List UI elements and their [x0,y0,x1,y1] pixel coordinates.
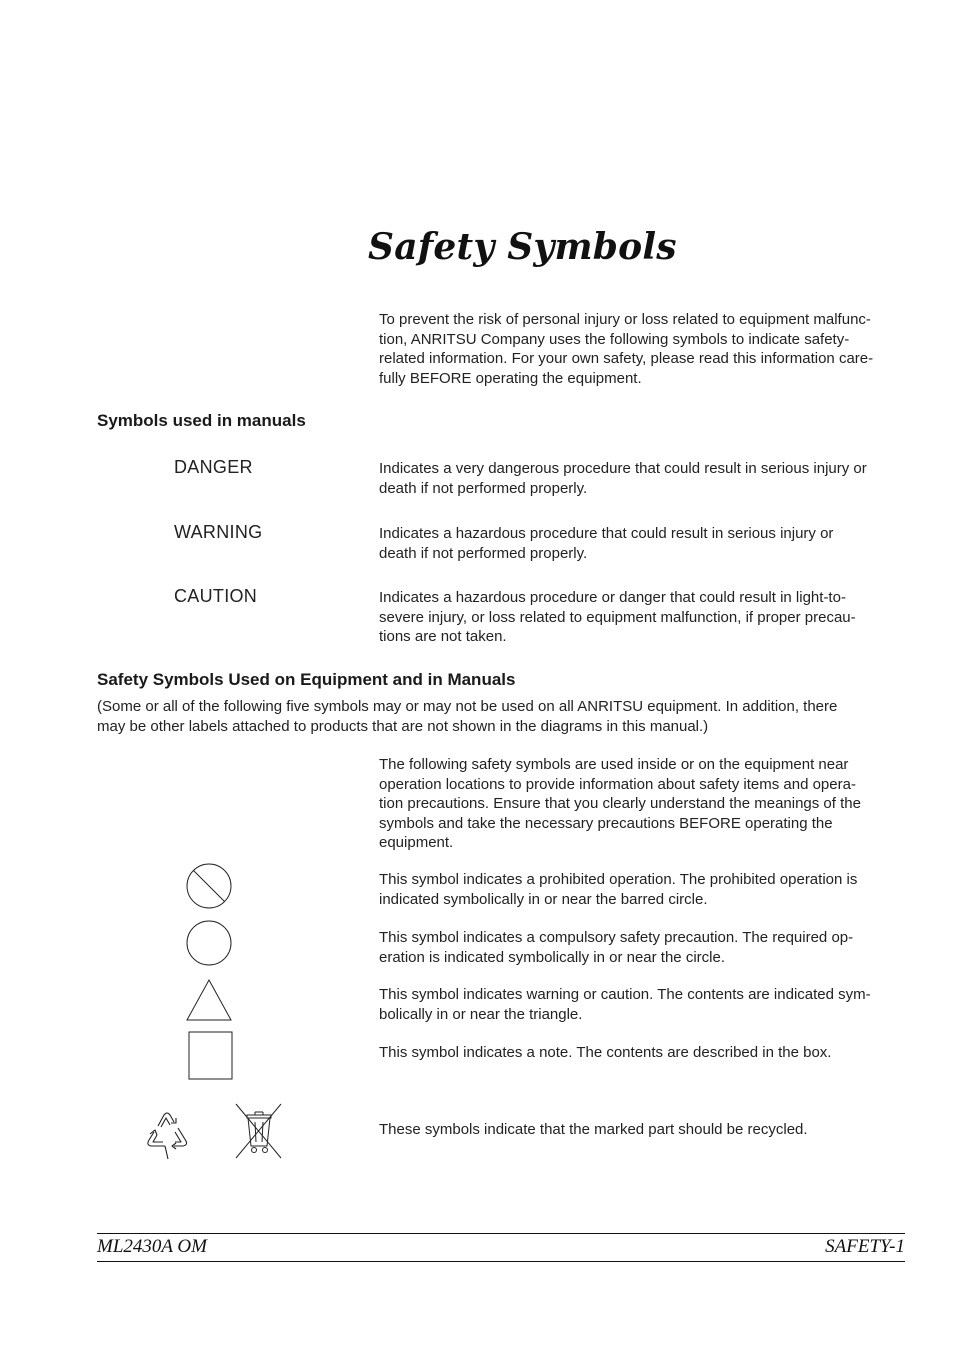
section-heading-equipment-symbols: Safety Symbols Used on Equipment and in Manuals [97,670,516,689]
section-heading-symbols-in-manuals: Symbols used in manuals [97,411,306,430]
label-caution: CAUTION [174,586,258,606]
description-line: This symbol indicates a compulsory safety precaution. The required op- [379,929,854,946]
intro-line: equipment. [379,834,454,851]
description-line: Indicates a very dangerous procedure that could result in serious injury or [379,460,867,477]
label-danger: DANGER [174,457,253,477]
triangle-icon [185,978,233,1022]
description-line: death if not performed properly. [379,544,588,562]
description-line: This symbol indicates warning or caution. The contents are indicated sym- [379,986,871,1003]
intro-line: operation locations to provide information about safety items and opera- [379,775,856,793]
intro-line: The following safety symbols are used inside or on the equipment near [379,756,849,773]
caution-description [379,588,909,647]
intro-line: fully BEFORE operating the equipment. [379,369,642,387]
description-line: tions are not taken. [379,628,507,645]
note-line: (Some or all of the following five symbols may or may not be used on all ANRITSU equipment. In addition, there [97,698,838,715]
description-line: indicated symbolically in or near the barred circle. [379,890,708,908]
intro-line: To prevent the risk of personal injury or loss related to equipment malfunc- [379,311,871,328]
note-symbol-description [379,1043,909,1063]
recycle-description [379,1120,909,1140]
danger-description [379,459,909,498]
footer-bottom-rule [97,1261,905,1262]
footer-page-number: SAFETY-1 [825,1236,905,1257]
description-line: severe injury, or loss related to equipment malfunction, if proper precau- [379,608,856,626]
circle-icon [185,919,233,967]
prohibited-description [379,870,909,909]
intro-line: tion, ANRITSU Company uses the following symbols to indicate safety- [379,330,850,348]
section-note [97,697,907,736]
recycle-icon [141,1108,193,1162]
description-line: These symbols indicate that the marked part should be recycled. [379,1121,808,1138]
footer-top-rule [97,1233,905,1234]
intro-line: symbols and take the necessary precautions BEFORE operating the [379,814,833,832]
description-line: Indicates a hazardous procedure or danger that could result in light-to- [379,589,846,606]
crossed-bin-icon [234,1102,284,1160]
description-line: eration is indicated symbolically in or near the circle. [379,948,725,966]
description-line: This symbol indicates a prohibited operation. The prohibited operation is [379,871,858,888]
intro-line: tion precautions. Ensure that you clearly understand the meanings of the [379,795,861,812]
page-title: Safety Symbols [368,226,677,268]
compulsory-description [379,928,909,967]
barred-circle-icon [185,862,233,910]
description-line: death if not performed properly. [379,479,588,497]
description-line: bolically in or near the triangle. [379,1005,583,1023]
intro-paragraph [379,310,909,388]
warning-symbol-description [379,985,909,1024]
intro-line: related information. For your own safety, please read this information care- [379,350,874,367]
warning-description [379,524,909,563]
footer-document-id: ML2430A OM [97,1236,207,1257]
description-line: This symbol indicates a note. The contents are described in the box. [379,1044,832,1061]
note-line: may be other labels attached to products that are not shown in the diagrams in this manual.) [97,717,709,735]
label-warning: WARNING [174,522,263,542]
description-line: Indicates a hazardous procedure that could result in serious injury or [379,525,834,542]
equipment-intro [379,755,909,853]
box-icon [188,1031,234,1081]
